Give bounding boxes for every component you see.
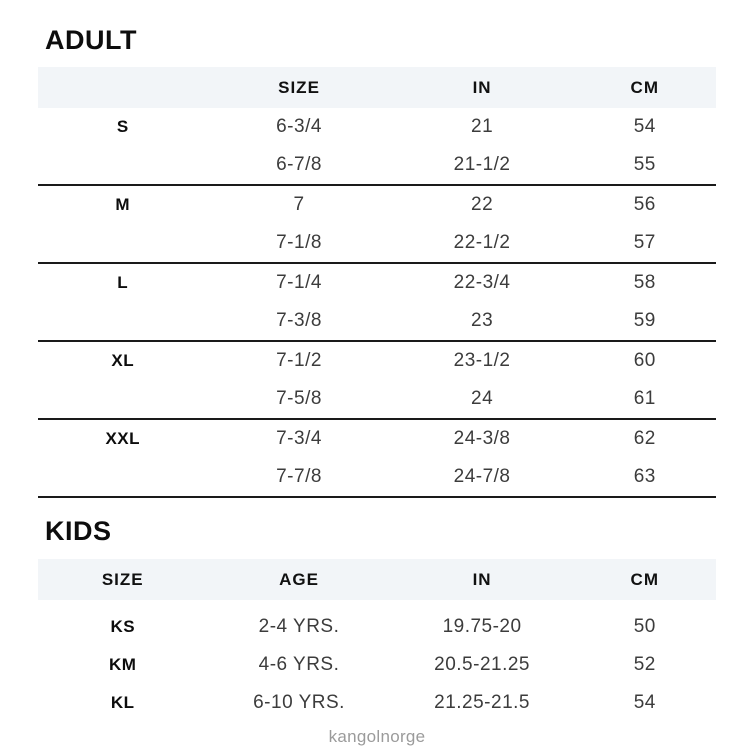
cm-cell: 57	[633, 232, 656, 253]
size-label: KM	[109, 655, 137, 674]
adult-group-xl	[38, 342, 716, 420]
hat-size-cell: 7-1/2	[276, 350, 322, 371]
inches-cell: 24-3/8	[453, 428, 511, 449]
table-row	[38, 608, 716, 646]
cm-cell: 61	[633, 388, 656, 409]
hat-size-cell: 7	[293, 194, 305, 215]
inches-cell: 22-1/2	[453, 232, 511, 253]
kids-col-size: SIZE	[101, 569, 144, 589]
table-row	[38, 186, 716, 224]
inches-cell: 20.5-21.25	[434, 654, 530, 675]
table-row	[38, 646, 716, 684]
inches-cell: 24-7/8	[453, 466, 511, 487]
adult-size-table	[38, 67, 716, 498]
inches-cell: 24	[471, 388, 494, 409]
cm-cell: 52	[633, 654, 656, 675]
inches-cell: 22-3/4	[453, 272, 511, 293]
size-label: L	[117, 273, 129, 292]
kids-col-cm: CM	[630, 569, 659, 589]
table-row	[38, 224, 716, 262]
adult-group-s	[38, 108, 716, 186]
adult-table-header	[38, 67, 716, 108]
kids-size-table	[38, 559, 716, 722]
cm-cell: 59	[633, 310, 656, 331]
cm-cell: 56	[633, 194, 656, 215]
hat-size-cell: 7-5/8	[276, 388, 322, 409]
adult-group-l	[38, 264, 716, 342]
kids-table-body	[38, 600, 716, 722]
table-row	[38, 264, 716, 302]
brand-watermark: kangolnorge	[328, 727, 426, 746]
table-row	[38, 146, 716, 184]
adult-col-in: IN	[472, 77, 492, 97]
size-label: XXL	[105, 429, 141, 448]
age-cell: 6-10 YRS.	[253, 692, 345, 713]
size-label: KL	[110, 693, 135, 712]
hat-size-cell: 7-1/4	[276, 272, 322, 293]
cm-cell: 62	[633, 428, 656, 449]
table-row	[38, 420, 716, 458]
adult-heading: ADULT	[45, 25, 137, 55]
adult-group-xxl	[38, 420, 716, 498]
hat-size-cell: 7-7/8	[276, 466, 322, 487]
cm-cell: 58	[633, 272, 656, 293]
inches-cell: 23-1/2	[453, 350, 511, 371]
table-row	[38, 684, 716, 722]
kids-col-in: IN	[472, 569, 492, 589]
cm-cell: 54	[633, 692, 656, 713]
cm-cell: 50	[633, 616, 656, 637]
age-cell: 2-4 YRS.	[258, 616, 340, 637]
table-row	[38, 380, 716, 418]
table-row	[38, 302, 716, 340]
hat-size-cell: 7-1/8	[276, 232, 322, 253]
kids-heading: KIDS	[45, 516, 112, 546]
hat-size-cell: 7-3/8	[276, 310, 322, 331]
table-row	[38, 458, 716, 496]
adult-col-cm: CM	[630, 77, 659, 97]
table-row	[38, 108, 716, 146]
cm-cell: 60	[633, 350, 656, 371]
size-label: XL	[111, 351, 135, 370]
adult-group-m	[38, 186, 716, 264]
size-label: M	[115, 195, 131, 214]
table-row	[38, 342, 716, 380]
kids-table-header	[38, 559, 716, 600]
adult-col-size: SIZE	[278, 77, 320, 97]
inches-cell: 21	[471, 116, 494, 137]
kids-col-age: AGE	[279, 569, 319, 589]
cm-cell: 63	[633, 466, 656, 487]
size-label: KS	[110, 617, 136, 636]
inches-cell: 21.25-21.5	[434, 692, 530, 713]
inches-cell: 21-1/2	[453, 154, 511, 175]
inches-cell: 23	[471, 310, 494, 331]
cm-cell: 54	[633, 116, 656, 137]
hat-size-cell: 6-3/4	[276, 116, 322, 137]
inches-cell: 19.75-20	[442, 616, 522, 637]
cm-cell: 55	[633, 154, 656, 175]
age-cell: 4-6 YRS.	[258, 654, 340, 675]
hat-size-cell: 6-7/8	[276, 154, 322, 175]
inches-cell: 22	[471, 194, 494, 215]
size-label: S	[116, 117, 129, 136]
hat-size-cell: 7-3/4	[276, 428, 322, 449]
